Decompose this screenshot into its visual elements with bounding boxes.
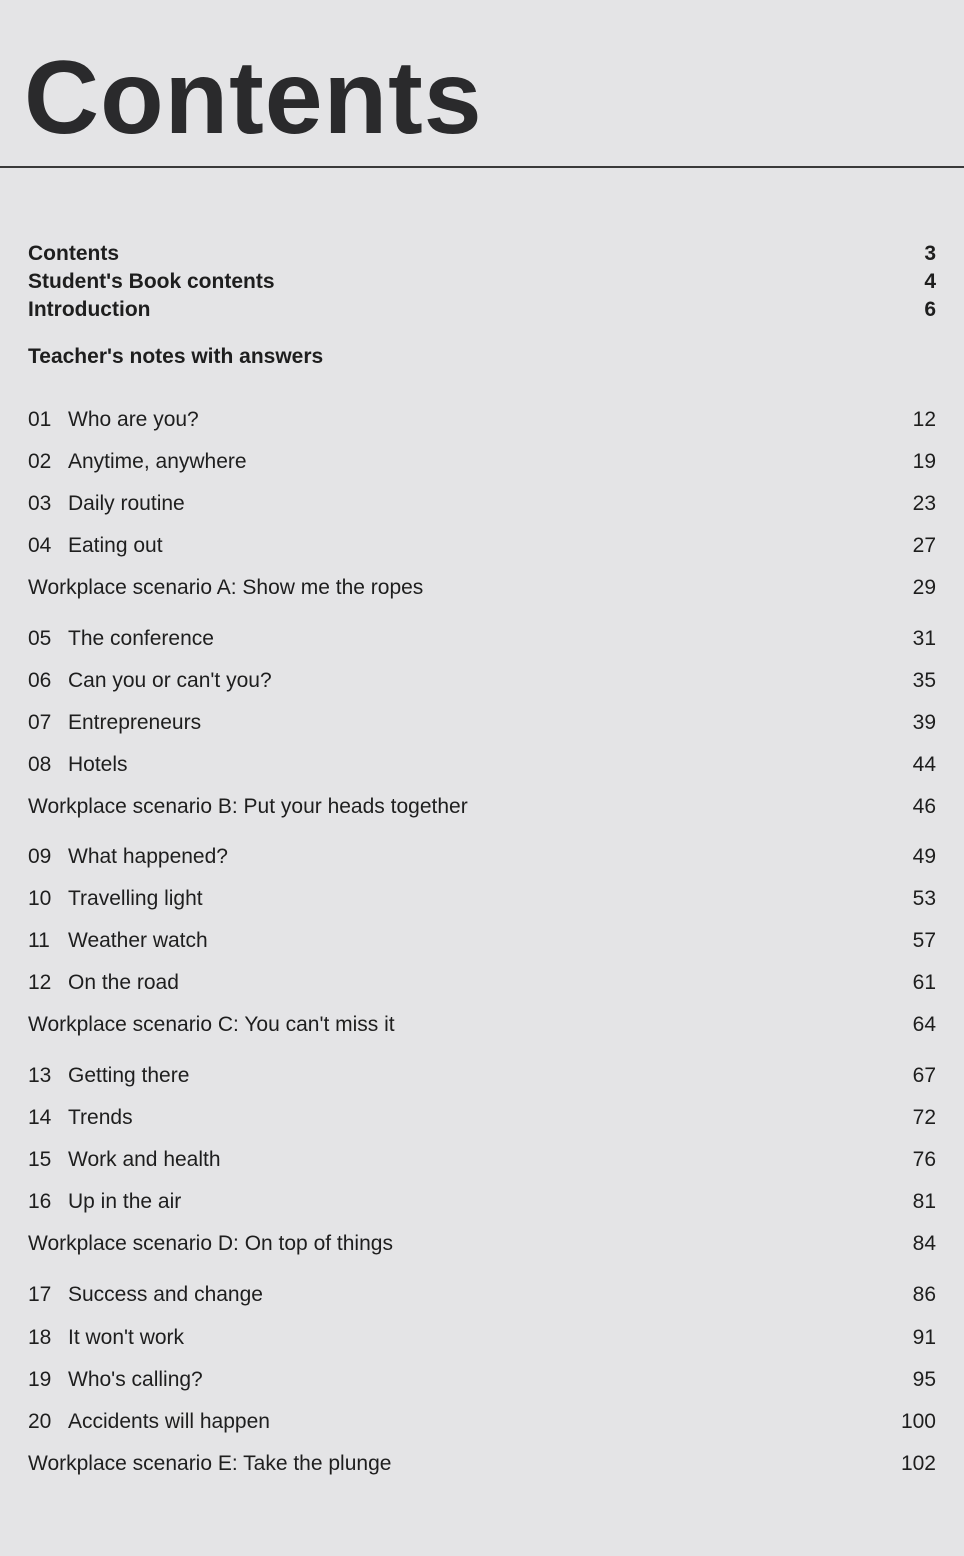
toc-entry [28, 884, 936, 914]
toc-entry-label: It won't work [68, 1326, 185, 1349]
toc-entry [28, 708, 936, 738]
toc-entry-label: Up in the air [68, 1190, 182, 1213]
toc-entry [28, 624, 936, 654]
toc-scenario [28, 1010, 936, 1040]
toc-entry-number: 17 [28, 1283, 52, 1306]
toc-scenario [28, 573, 936, 603]
toc-scenario [28, 1229, 936, 1259]
toc-entry-page: 31 [912, 627, 936, 650]
toc-entry-page: 12 [912, 408, 936, 431]
toc-entry-number: 02 [28, 450, 52, 473]
toc-entry-page: 64 [912, 1013, 936, 1036]
title-rule [0, 166, 964, 168]
toc-entry-page: 61 [912, 971, 936, 994]
toc-entry-label: Work and health [68, 1148, 221, 1171]
toc-entry [28, 531, 936, 561]
section-heading: Teacher's notes with answers [28, 345, 324, 368]
toc-entry-number: 09 [28, 845, 52, 868]
toc-entry [28, 1145, 936, 1175]
toc-entry-label: Workplace scenario B: Put your heads together [28, 795, 468, 818]
toc-entry-page: 27 [912, 534, 936, 557]
toc-entry-page: 35 [912, 669, 936, 692]
toc-entry-label: Workplace scenario C: You can't miss it [28, 1013, 395, 1036]
toc-entry-number: 12 [28, 971, 52, 994]
toc-entry-label: Workplace scenario D: On top of things [28, 1232, 393, 1255]
toc-front-page: 4 [924, 270, 936, 293]
toc-entry-label: Daily routine [68, 492, 185, 515]
toc-front-row [28, 267, 936, 297]
toc-entry-number: 05 [28, 627, 52, 650]
toc-entry-page: 100 [900, 1410, 936, 1433]
toc-entry-label: Hotels [68, 753, 128, 776]
toc-entry-label: Who are you? [68, 408, 199, 431]
toc-entry [28, 968, 936, 998]
toc-entry [28, 666, 936, 696]
toc-front-label: Contents [28, 242, 119, 265]
toc-entry [28, 489, 936, 519]
toc-entry-page: 49 [912, 845, 936, 868]
toc-entry [28, 1187, 936, 1217]
toc-entry-page: 29 [912, 576, 936, 599]
toc-entry-label: Accidents will happen [68, 1410, 270, 1433]
toc-entry-label: Getting there [68, 1064, 190, 1087]
toc-entry-label: The conference [68, 627, 214, 650]
toc-entry-page: 19 [912, 450, 936, 473]
toc-scenario [28, 1449, 936, 1479]
toc-entry [28, 1323, 936, 1353]
toc-entry-label: Anytime, anywhere [68, 450, 247, 473]
page-title: Contents [24, 40, 483, 156]
toc-entry-page: 67 [912, 1064, 936, 1087]
toc-entry-page: 57 [912, 929, 936, 952]
toc-entry-label: Trends [68, 1106, 133, 1129]
toc-entry-number: 16 [28, 1190, 52, 1213]
toc-entry-number: 15 [28, 1148, 52, 1171]
toc-entry-page: 84 [912, 1232, 936, 1255]
toc-entry-label: Who's calling? [68, 1368, 203, 1391]
toc-entry [28, 1280, 936, 1310]
toc-entry [28, 750, 936, 780]
toc-entry-number: 20 [28, 1410, 52, 1433]
toc-front-page: 6 [924, 298, 936, 321]
toc-entry-label: What happened? [68, 845, 228, 868]
toc-entry-number: 01 [28, 408, 52, 431]
toc-entry-page: 53 [912, 887, 936, 910]
toc-entry-page: 86 [912, 1283, 936, 1306]
toc-entry-number: 03 [28, 492, 52, 515]
toc-entry-number: 04 [28, 534, 52, 557]
toc-entry [28, 405, 936, 435]
toc-entry-label: Can you or can't you? [68, 669, 272, 692]
toc-entry [28, 842, 936, 872]
toc-entry-label: Workplace scenario E: Take the plunge [28, 1452, 392, 1475]
toc-front-page: 3 [924, 242, 936, 265]
toc-entry-number: 10 [28, 887, 52, 910]
toc-entry [28, 926, 936, 956]
toc-entry-page: 102 [900, 1452, 936, 1475]
toc-entry-number: 14 [28, 1106, 52, 1129]
toc-entry-page: 95 [912, 1368, 936, 1391]
toc-entry-label: Travelling light [68, 887, 203, 910]
toc-entry-number: 08 [28, 753, 52, 776]
toc-scenario [28, 792, 936, 822]
toc-entry-label: On the road [68, 971, 179, 994]
toc-entry-page: 46 [912, 795, 936, 818]
toc-front-row [28, 239, 936, 269]
toc-entry-number: 06 [28, 669, 52, 692]
toc-entry-number: 18 [28, 1326, 52, 1349]
toc-entry-label: Workplace scenario A: Show me the ropes [28, 576, 424, 599]
toc-entry [28, 1061, 936, 1091]
toc-entry-page: 81 [912, 1190, 936, 1213]
toc-entry-label: Success and change [68, 1283, 263, 1306]
toc-entry-page: 91 [912, 1326, 936, 1349]
toc-front-row [28, 295, 936, 325]
toc-entry-number: 07 [28, 711, 52, 734]
toc-entry-page: 76 [912, 1148, 936, 1171]
toc-entry [28, 1103, 936, 1133]
toc-entry-page: 44 [912, 753, 936, 776]
toc-entry-label: Entrepreneurs [68, 711, 202, 734]
toc-entry [28, 447, 936, 477]
toc-entry-page: 39 [912, 711, 936, 734]
toc-entry [28, 1407, 936, 1437]
toc-entry [28, 1365, 936, 1395]
toc-front-label: Introduction [28, 298, 151, 321]
toc-entry-number: 13 [28, 1064, 52, 1087]
toc-entry-page: 23 [912, 492, 936, 515]
toc-entry-number: 19 [28, 1368, 52, 1391]
toc-entry-page: 72 [912, 1106, 936, 1129]
toc-entry-label: Eating out [68, 534, 163, 557]
toc-front-label: Student's Book contents [28, 270, 275, 293]
toc-entry-label: Weather watch [68, 929, 208, 952]
toc-entry-number: 11 [28, 929, 50, 952]
